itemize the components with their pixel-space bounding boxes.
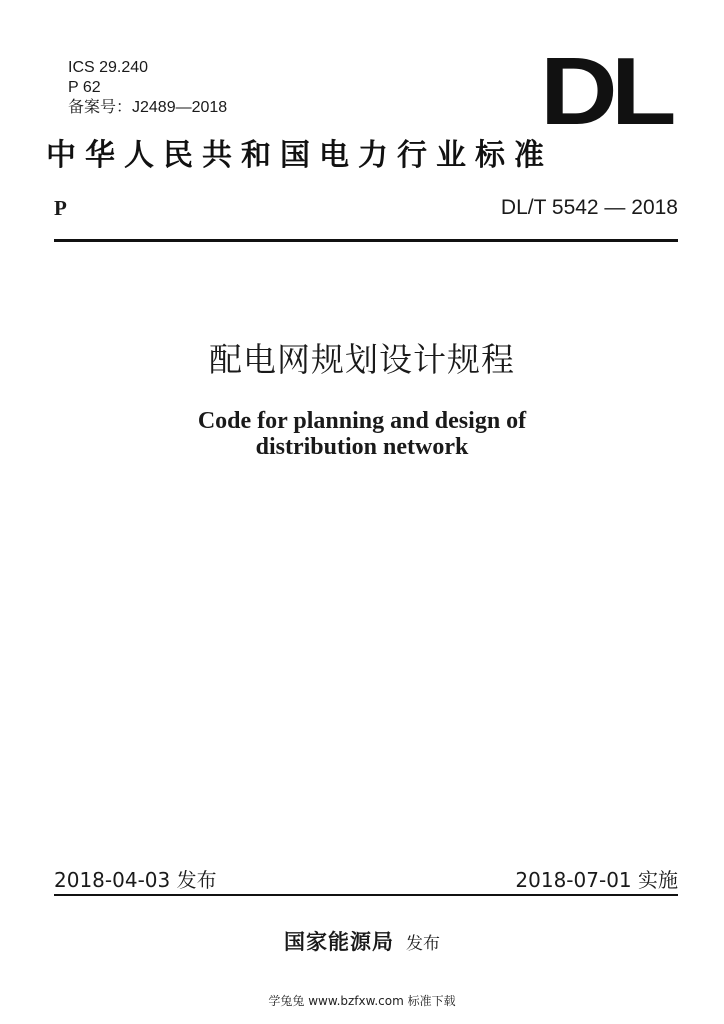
standard-number: DL/T 5542 — 2018 <box>500 196 678 219</box>
industry-standard-title: 中华人民共和国电力行业标准 <box>46 138 553 173</box>
classification-block <box>68 58 227 118</box>
ccs-code: P 62 <box>68 79 101 96</box>
ics-code: ICS 29.240 <box>68 59 149 76</box>
dl-logo: DL <box>540 38 670 145</box>
footer-divider <box>54 894 678 896</box>
implementation-date: 2018-07-01 实施 <box>515 868 678 892</box>
english-title-line-2: distribution network <box>255 434 469 460</box>
header-divider <box>54 239 678 242</box>
english-title-line-1: Code for planning and design of <box>197 408 527 434</box>
publisher-line <box>0 926 724 956</box>
document-title-chinese: 配电网规划设计规程 <box>209 340 515 379</box>
release-date: 2018-04-03 发布 <box>54 868 217 892</box>
publisher-action: 发布 <box>406 934 440 954</box>
document-title-english <box>0 408 724 460</box>
record-number: 备案号：J2489—2018 <box>68 99 228 116</box>
category-code: P <box>54 196 67 220</box>
publisher-organization: 国家能源局 <box>284 929 394 954</box>
watermark-footer: 学兔兔 www.bzfxw.com 标准下载 <box>268 994 456 1008</box>
